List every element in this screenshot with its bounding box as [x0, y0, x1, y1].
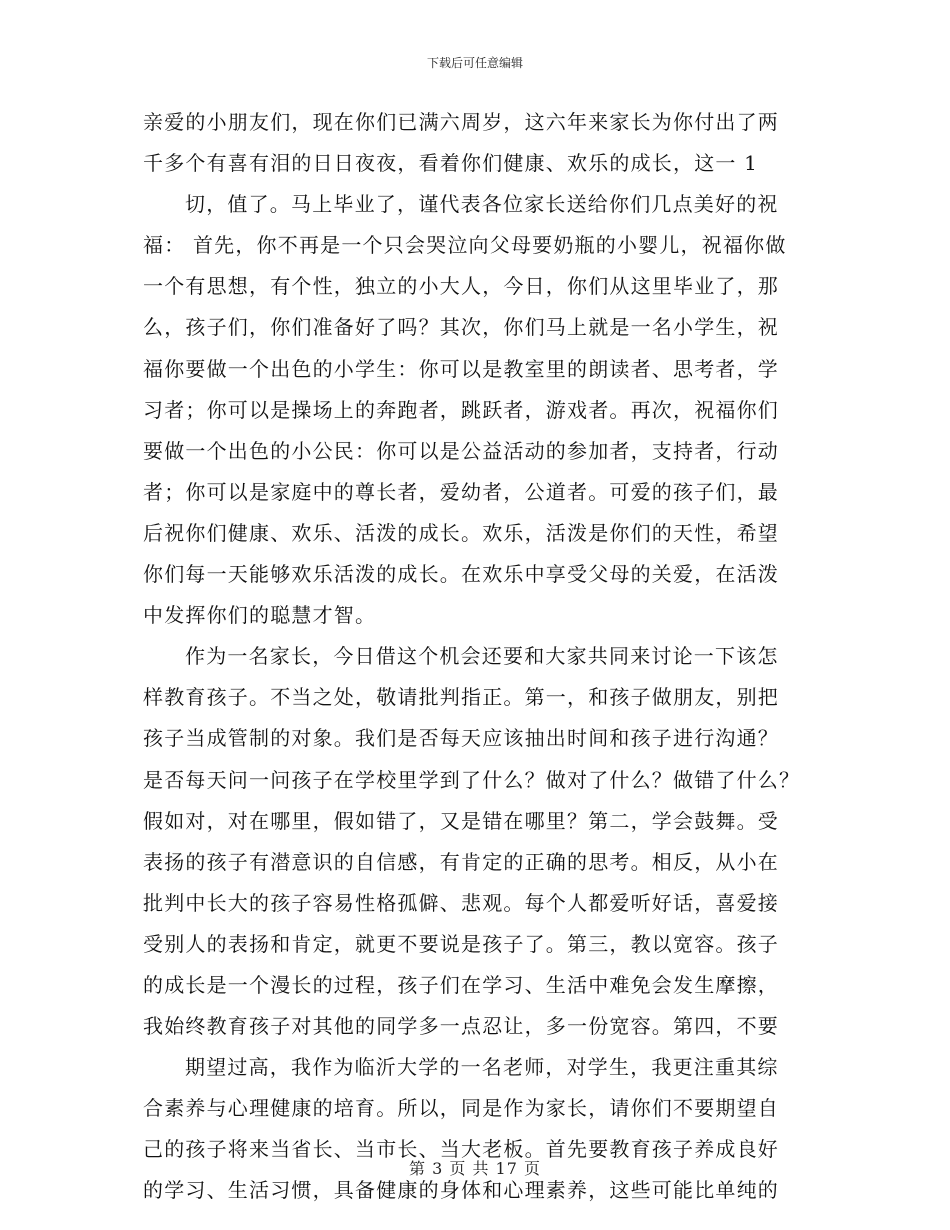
- text-line: 的成长是一个漫长的过程，孩子们在学习、生活中难免会发生摩擦，: [143, 972, 779, 997]
- text-line: 切，值了。马上毕业了，谨代表各位家长送给你们几点美好的祝: [185, 192, 779, 217]
- text-line: 期望过高，我作为临沂大学的一名老师，对学生，我更注重其综: [185, 1055, 779, 1080]
- text-line: 么，孩子们，你们准备好了吗？其次，你们马上就是一名小学生，祝: [143, 315, 779, 340]
- text-line: 受别人的表扬和肯定，就更不要说是孩子了。第三，教以宽容。孩子: [143, 931, 779, 956]
- text-line: 习者；你可以是操场上的奔跑者，跳跃者，游戏者。再次，祝福你们: [143, 397, 779, 422]
- text-line: 的学习、生活习惯，具备健康的身体和心理素养，这些可能比单纯的: [143, 1178, 779, 1203]
- text-line: 亲爱的小朋友们，现在你们已满六周岁，这六年来家长为你付出了两: [143, 110, 779, 134]
- text-line: 后祝你们健康、欢乐、活泼的成长。欢乐，活泼是你们的天性，希望: [143, 520, 779, 545]
- text-line: 合素养与心理健康的培育。所以，同是作为家长，请你们不要期望自: [143, 1096, 779, 1121]
- text-line: 是否每天问一问孩子在学校里学到了什么？做对了什么？做错了什么？: [143, 767, 801, 792]
- document-body: [143, 102, 813, 1212]
- text-line: 表扬的孩子有潜意识的自信感，有肯定的正确的思考。相反，从小在: [143, 849, 779, 874]
- text-line: 要做一个出色的小公民：你可以是公益活动的参加者，支持者，行动: [143, 438, 779, 463]
- text-line: 福你要做一个出色的小学生：你可以是教室里的朗读者、思考者，学: [143, 356, 779, 381]
- text-line: 批判中长大的孩子容易性格孤僻、悲观。每个人都爱听好话，喜爱接: [143, 890, 779, 915]
- text-line: 福： 首先，你不再是一个只会哭泣向父母要奶瓶的小婴儿，祝福你做: [143, 233, 787, 258]
- text-line: 己的孩子将来当省长、当市长、当大老板。首先要教育孩子养成良好: [143, 1137, 779, 1162]
- text-line: 样教育孩子。不当之处，敬请批判指正。第一，和孩子做朋友，别把: [143, 685, 779, 710]
- page-number-footer: 第 3 页 共 17 页: [409, 1159, 541, 1178]
- text-line: 中发挥你们的聪慧才智。: [143, 603, 377, 628]
- text-line: 作为一名家长，今日借这个机会还要和大家共同来讨论一下该怎: [185, 644, 779, 669]
- text-line: 一个有思想，有个性，独立的小大人，今日，你们从这里毕业了，那: [143, 274, 779, 299]
- page-header: 下载后可任意编辑: [426, 56, 523, 70]
- text-line: 假如对，对在哪里，假如错了，又是错在哪里？第二，学会鼓舞。受: [143, 808, 779, 833]
- text-line: 孩子当成管制的对象。我们是否每天应该抽出时间和孩子进行沟通？: [143, 726, 779, 751]
- text-line: 者；你可以是家庭中的尊长者，爱幼者，公道者。可爱的孩子们，最: [143, 479, 779, 504]
- text-line: 千多个有喜有泪的日日夜夜，看着你们健康、欢乐的成长，这一 1: [143, 151, 759, 176]
- text-line: 我始终教育孩子对其他的同学多一点忍让，多一份宽容。第四，不要: [143, 1014, 779, 1039]
- text-line: 你们每一天能够欢乐活泼的成长。在欢乐中享受父母的关爱，在活泼: [143, 562, 779, 587]
